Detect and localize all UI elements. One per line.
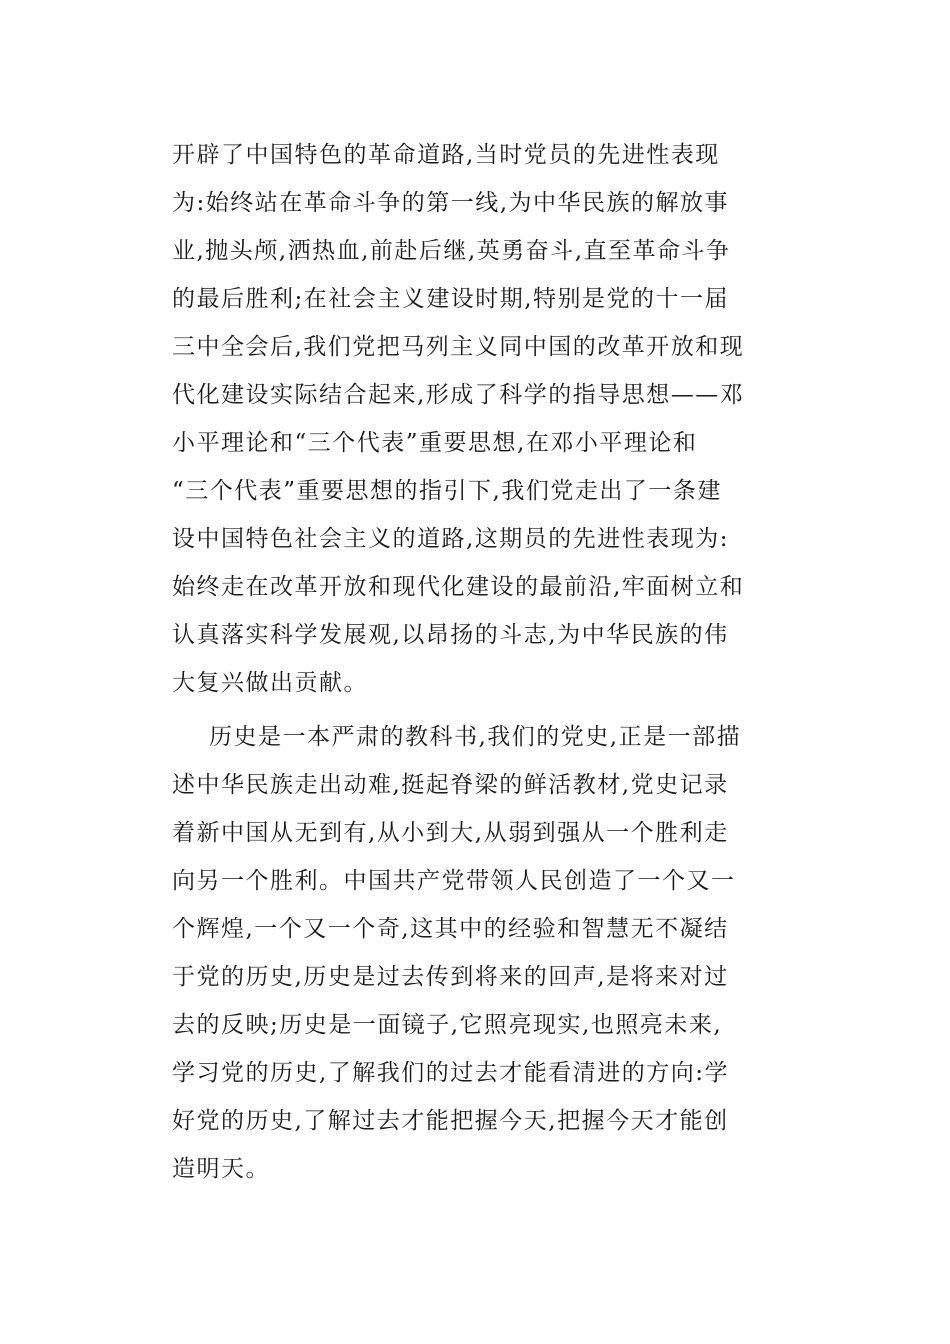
paragraph-line: 好党的历史,了解过去才能把握今天,把握今天才能创 <box>172 1108 729 1134</box>
paragraph-line: 认真落实科学发展观,以昂扬的斗志,为中华民族的伟 <box>172 622 729 648</box>
paragraph-1 <box>172 131 782 707</box>
document-body <box>172 131 782 1193</box>
paragraph-line: 大复兴做出贡献。 <box>172 670 368 696</box>
paragraph-line: 述中华民族走出动难,挺起脊梁的鲜活教材,党史记录 <box>172 772 729 798</box>
paragraph-line: 着新中国从无到有,从小到大,从弱到强从一个胜利走 <box>172 820 729 846</box>
paragraph-line: 设中国特色社会主义的道路,这期员的先进性表现为: <box>172 526 730 552</box>
paragraph-line: “三个代表”重要思想的指引下,我们党走出了一条建 <box>172 478 722 504</box>
paragraph-line: 造明天。 <box>172 1156 270 1182</box>
paragraph-line: 历史是一本严肃的教科书,我们的党史,正是一部描 <box>209 724 742 750</box>
paragraph-line: 三中全会后,我们党把马列主义同中国的改革开放和现 <box>172 334 745 360</box>
paragraph-line: 开辟了中国特色的革命道路,当时党员的先进性表现 <box>172 142 720 168</box>
paragraph-line: 的最后胜利;在社会主义建设时期,特别是党的十一届 <box>172 286 730 312</box>
paragraph-line: 学习党的历史,了解我们的过去才能看清进的方向:学 <box>172 1060 730 1086</box>
paragraph-line: 个辉煌,一个又一个奇,这其中的经验和智慧无不凝结 <box>172 916 729 942</box>
paragraph-line: 始终走在改革开放和现代化建设的最前沿,牢面树立和 <box>172 574 745 600</box>
paragraph-line: 业,抛头颅,洒热血,前赴后继,英勇奋斗,直至革命斗争 <box>172 238 731 264</box>
paragraph-line: 去的反映;历史是一面镜子,它照亮现实,也照亮未来, <box>172 1012 723 1038</box>
paragraph-line: 向另一个胜利。中国共产党带领人民创造了一个又一 <box>172 868 736 894</box>
paragraph-line: 为:始终站在革命斗争的第一线,为中华民族的解放事 <box>172 190 730 216</box>
paragraph-line: 于党的历史,历史是过去传到将来的回声,是将来对过 <box>172 964 729 990</box>
paragraph-line: 代化建设实际结合起来,形成了科学的指导思想——邓 <box>172 382 745 408</box>
paragraph-line: 小平理论和“三个代表”重要思想,在邓小平理论和 <box>172 430 698 456</box>
paragraph-2 <box>172 713 782 1193</box>
